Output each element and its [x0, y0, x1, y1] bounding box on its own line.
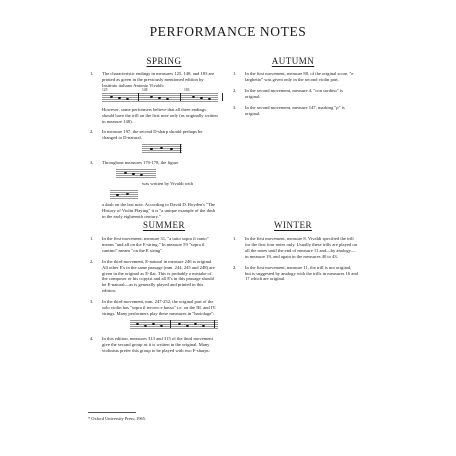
barline: [214, 320, 215, 329]
summer-note-1: [90, 236, 218, 254]
note-text: In the first movement, measure 11, the trill is not original, but is suggested by analogy with the trills in measures 16 and 17 which are original.: [245, 264, 358, 282]
note-number: 4.: [90, 335, 94, 341]
note-text: In the first movement, measure 8, Vivaldi specified the trill for the first four notes only. Usually these trills are played on all the notes until the end of measure 11 and—by analogy—in measure 19, and again in the measures 40 to 43.: [245, 236, 357, 259]
note-text: However, some performers believe that all three endings should have the trill on the first note only (as originally written in measure 148).: [102, 106, 218, 124]
page-title: PERFORMANCE NOTES: [149, 24, 307, 39]
staff-lines: [110, 190, 138, 199]
staff-lines: [130, 320, 218, 329]
note-text: In the second movement, measure 147, marking "p" is original.: [245, 104, 345, 116]
notehead: [126, 98, 129, 100]
note-text: In the second movement, measure 4, "con sordino" is original.: [245, 87, 343, 99]
note-number: 2.: [233, 264, 237, 270]
barline: [222, 93, 223, 102]
notehead: [144, 325, 147, 327]
winter-section: [233, 236, 358, 287]
note-number: 1.: [90, 71, 94, 76]
note-text: The characteristic endings in measures 125, 148, and 183 are printed as given in the previously mentioned edition by Instituto italiano Antonio Vivaldi:: [102, 71, 215, 88]
note-number: 3.: [90, 299, 94, 305]
summer-section: [90, 236, 218, 359]
winter-heading: WINTER: [274, 220, 312, 230]
note-number: 1.: [90, 236, 94, 241]
note-text: was written by Vivaldi with: [142, 181, 193, 187]
music-example-dash: [110, 188, 138, 201]
music-example-figure: [116, 167, 156, 180]
measure-number: 183: [184, 87, 190, 92]
measure-number: 125: [102, 87, 108, 92]
music-example-endings: [102, 87, 218, 105]
notehead: [158, 97, 161, 99]
spring-note-3: [90, 160, 218, 220]
notehead: [118, 97, 121, 99]
summer-note-2: [90, 259, 218, 294]
autumn-note-1: [233, 71, 358, 83]
music-example-bariolage: [130, 318, 218, 331]
autumn-note-2: [233, 88, 358, 100]
spring-note-2: [90, 129, 218, 155]
note-text: In the first movement, measure 31, "a tutto sopra il canto" means "and all on the E-string." In measure 59 "sopra il cantino" means "on the E string".: [102, 236, 209, 253]
notehead: [136, 323, 139, 325]
staff-lines: [116, 169, 156, 178]
summer-note-3: [90, 299, 218, 331]
barline: [180, 93, 181, 102]
autumn-note-3: [233, 105, 358, 117]
note-number: 2.: [233, 87, 237, 93]
note-number: 3.: [233, 104, 237, 110]
note-text: In measure 197, the second D-sharp should perhaps be changed to D-natural.: [102, 129, 203, 141]
barline: [170, 320, 171, 329]
autumn-section: [233, 71, 358, 121]
summer-heading: SUMMER: [142, 220, 185, 230]
notehead: [200, 97, 203, 99]
autumn-heading: AUTUMN: [271, 56, 315, 66]
measure-number: 148: [142, 87, 148, 92]
note-text: In the third movement, E-natural in measure 246 is original. All other E's in the same passage (mm. 244, 245 and 248) are given in the original as E-flat. This is probably a mistake of the composer or his copyist and all E's in this passage should be E-natural—as is generally played and printed in this edition.: [102, 258, 215, 294]
summer-note-4: [90, 336, 218, 354]
notehead: [192, 96, 195, 98]
note-text: Throughout measures 170-178, the figure: [102, 160, 179, 166]
footnote-rule: [88, 412, 136, 413]
note-number: 3.: [90, 160, 94, 166]
note-text: In the first movement, measure 80, of the original score, "e larghetto" was given only in the second violin part.: [245, 71, 354, 82]
note-text: In this edition, measures 313 and 315 of the third movement give the second group as it is written in the original. Many violinists prefer this group to be played with two F-sharps:: [102, 335, 213, 353]
winter-note-2: [233, 265, 358, 283]
notehead: [178, 323, 181, 325]
spring-section: [90, 71, 218, 225]
barline: [180, 144, 181, 153]
note-text: a dash on the last note. According to David D. Boyden's "The History of Violin Playing" it is "a unique example of the dash in the early eighteenth century.": [102, 202, 216, 219]
footnote: * Oxford University Press, 1965.: [88, 416, 147, 421]
winter-note-1: [233, 236, 358, 260]
notehead: [110, 96, 113, 98]
note-number: 1.: [233, 71, 237, 76]
notehead: [186, 325, 189, 327]
notehead: [150, 96, 153, 98]
notehead: [160, 325, 163, 327]
notehead: [194, 323, 197, 325]
note-number: 1.: [233, 236, 237, 241]
notehead: [152, 323, 155, 325]
notehead: [202, 325, 205, 327]
notehead: [208, 98, 211, 100]
notehead: [166, 98, 169, 100]
music-example-d-sharp: [142, 142, 182, 155]
note-number: 2.: [90, 129, 94, 135]
spring-heading: SPRING: [146, 56, 182, 66]
barline: [138, 93, 139, 102]
note-number: 2.: [90, 258, 94, 264]
spring-note-1: [90, 71, 218, 124]
note-text: In the third movement, mm. 247-252, the original part of the solo violin has "sopra il tercero e basso" i.e. on the III. and IV. strings. Many performers play these measures in "bariolage":: [102, 299, 217, 316]
